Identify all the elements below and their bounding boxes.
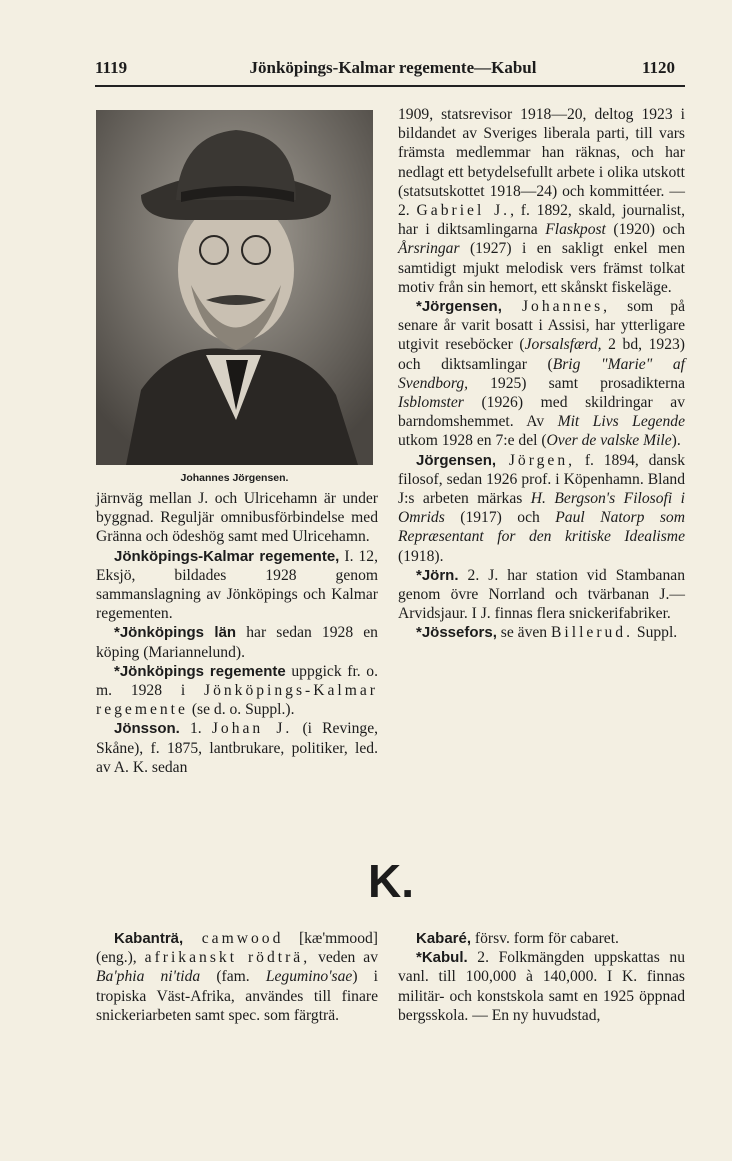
spaced-text: Jörgen, bbox=[496, 451, 576, 469]
entry-jossefors bbox=[398, 623, 685, 642]
headword: Jörgensen, bbox=[416, 451, 497, 469]
entry-text: se även bbox=[496, 624, 551, 642]
entry-text: (1927) i en sakligt enkel men samtidigt mjukt melodisk vers främst tolkat motiv från sin hemort, ett skånskt fiskeläge. bbox=[398, 240, 685, 296]
entry-text: uppgick fr. o. m. 1928 i bbox=[96, 662, 378, 700]
spaced-text: Johan J. bbox=[211, 720, 293, 738]
entry-jonkopings-regemente bbox=[96, 662, 378, 720]
entry-text: 2. Folkmängden uppskattas nu vanl. till 100,000 à 140,000. I K. finnas militär- och konstskola samt en 1925 öppnad bergsskola. — En ny huvudstad, bbox=[398, 949, 685, 1024]
entry-jorgensen-jorgen bbox=[398, 451, 685, 566]
entry-text: I. 12, Eksjö, bildades 1928 genom sammanslagning av Jönköpings och Kalmar regementen. bbox=[96, 547, 378, 623]
entry-text: 2 bd, 1923) och diktsamlingar ( bbox=[398, 336, 685, 373]
headword: *Jörgensen, bbox=[416, 298, 502, 316]
spaced-text: Jönköpings-Kalmar regemente bbox=[96, 682, 378, 719]
entry-text: (1917) och bbox=[444, 509, 556, 527]
entry-text: , f. 1892, skald, journalist, har i diktsamlingarna bbox=[398, 202, 686, 239]
entry-jonsson-continued bbox=[398, 105, 685, 297]
italic-title: Isblomster bbox=[398, 394, 464, 412]
entry-kabantra bbox=[96, 929, 378, 1025]
bottom-left-column bbox=[96, 929, 378, 1025]
entry-jorn bbox=[398, 566, 685, 624]
page-number-right: 1120 bbox=[642, 58, 676, 77]
entry-text: (fam. bbox=[200, 968, 266, 986]
entry-jonsson bbox=[96, 719, 378, 777]
entry-jonkopings-kalmar-regemente bbox=[96, 547, 378, 624]
portrait-photo bbox=[96, 110, 373, 465]
entry-text: (se d. o. Suppl.). bbox=[187, 701, 295, 719]
entry-text: försv. form för cabaret. bbox=[471, 930, 619, 947]
headword: *Jönköpings län bbox=[114, 624, 237, 642]
entry-jonkopings-lan bbox=[96, 623, 378, 661]
spaced-text: camwood bbox=[183, 930, 284, 947]
spaced-text: Gabriel J. bbox=[416, 202, 511, 220]
italic-title: Årsringar bbox=[398, 240, 460, 258]
headword: *Jössefors, bbox=[416, 624, 497, 642]
spaced-text: Billerud. bbox=[551, 624, 634, 642]
italic-title: Legumino'sae bbox=[265, 968, 353, 986]
running-header-title: Jönköpings-Kalmar regemente—Kabul bbox=[249, 58, 537, 77]
spaced-text: Johannes, bbox=[501, 298, 611, 316]
page-number-left: 1119 bbox=[95, 58, 128, 77]
entry-text: (1926) med skildringar av barndomshemmet. Av bbox=[398, 394, 685, 431]
headword: *Jörn. bbox=[416, 566, 459, 584]
entry-kabare bbox=[398, 929, 685, 948]
section-letter: K. bbox=[368, 855, 414, 907]
left-column bbox=[96, 489, 378, 777]
entry-kabul bbox=[398, 948, 685, 1025]
italic-title: Over de valske Mile bbox=[546, 432, 672, 450]
entry-text: ) i tropiska Väst-Afrika, användes till finare snickeriarbeten samt spec. som färgträ. bbox=[96, 968, 378, 1024]
entry-text: har sedan 1928 en köping (Mariannelund). bbox=[96, 624, 378, 661]
italic-title: Paul Natorp som Repræsentant for den kritiske Idealisme bbox=[398, 509, 685, 546]
entry-text: (i Revinge, Skåne), f. 1875, lantbrukare, politiker, led. av A. K. sedan bbox=[96, 720, 379, 776]
headword: *Kabul. bbox=[416, 949, 468, 967]
entry-jonkoping-continued: järnväg mellan J. och Ulricehamn är under byggnad. Reguljär omnibusförbindelse med Gränna och ödeshög samt med Ulricehamn. bbox=[96, 490, 378, 546]
entry-text: Suppl. bbox=[633, 624, 678, 642]
entry-jorgensen-johannes bbox=[398, 297, 685, 451]
entry-text: 1. bbox=[179, 720, 212, 738]
headword: Jönsson. bbox=[114, 720, 180, 738]
headword: Kabaré, bbox=[416, 930, 472, 947]
italic-title: Mit Livs Legende bbox=[557, 413, 685, 431]
headword: Kabanträ, bbox=[114, 930, 184, 947]
entry-text: utkom 1928 en 7:e del ( bbox=[398, 432, 547, 450]
entry-text: (1918). bbox=[398, 547, 444, 565]
italic-title: Jorsalsfærd, bbox=[524, 336, 602, 354]
entry-text: 1925) samt prosadikterna bbox=[468, 374, 685, 392]
entry-text: 1909, statsrevisor 1918—20, deltog 1923 i bildandet av Sveriges liberala parti, till vars främsta medlemmar han räknas, och har nedlagt ett betydelsefullt arbete i olika utskott (statsutskottet 1918—24) och kommittéer. — 2. bbox=[398, 106, 685, 220]
italic-title: Ba'phia ni'tida bbox=[96, 968, 201, 986]
bottom-right-column bbox=[398, 929, 685, 1025]
headword: Jönköpings-Kalmar regemente, bbox=[114, 547, 340, 565]
entry-text: ). bbox=[671, 432, 681, 450]
entry-text: (1920) och bbox=[605, 221, 685, 239]
italic-title: H. Bergson's Filosofi i Omrids bbox=[398, 490, 685, 527]
entry-text: veden av bbox=[310, 949, 378, 967]
photo-caption: Johannes Jörgensen. bbox=[180, 472, 289, 484]
italic-title: Flaskpost bbox=[545, 221, 606, 239]
spaced-text: afrikanskt rödträ, bbox=[144, 949, 311, 967]
right-column bbox=[398, 105, 685, 643]
entry-text: [kæ'mmood] (eng.), bbox=[96, 930, 378, 967]
italic-title: Brig "Marie" af Svendborg, bbox=[398, 355, 685, 392]
entry-text: f. 1894, dansk filosof, sedan 1926 prof. i Köpenhamn. Bland J:s arbeten märkas bbox=[398, 451, 685, 508]
entry-text: 2. J. har station vid Stambanan genom övre Norrland och tvärbanan J.—Arvidsjaur. I J. finnas flera snickerifabriker. bbox=[398, 566, 685, 623]
headword: *Jönköpings regemente bbox=[114, 662, 286, 680]
header-rule bbox=[95, 85, 685, 87]
entry-text: som på senare år varit bosatt i Assisi, har ytterligare utgivit reseböcker ( bbox=[398, 298, 685, 354]
